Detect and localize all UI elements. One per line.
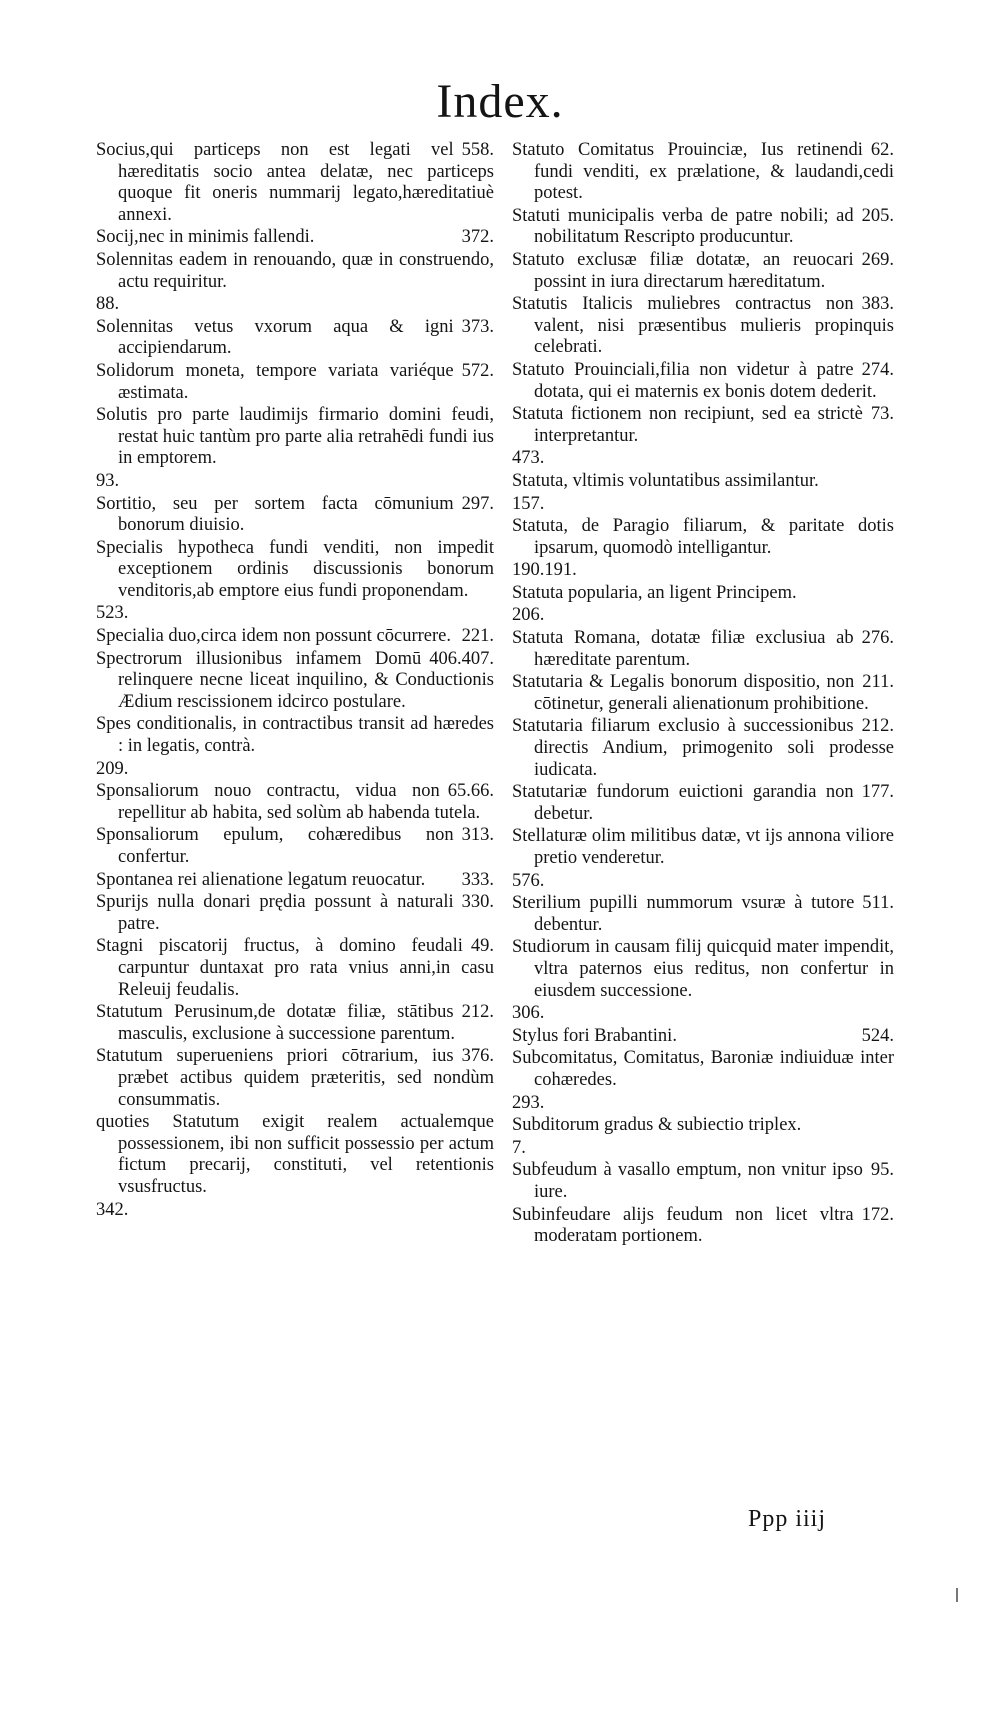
index-entry bbox=[512, 871, 894, 893]
margin-mark bbox=[956, 1588, 958, 1602]
index-entry bbox=[96, 870, 494, 892]
page-reference: 333. bbox=[461, 869, 494, 890]
index-entry bbox=[96, 936, 494, 1001]
entry-text: Subcomitatus, Comitatus, Baroniæ indiuiduæ inter cohæredes. bbox=[512, 1048, 894, 1090]
entry-text: Sponsaliorum nouo contractu, vidua non repellitur ab habita, sed solùm ab habenda tutela. bbox=[96, 781, 481, 823]
index-entry bbox=[96, 405, 494, 470]
entry-text: Sterilium pupilli nummorum vsuræ à tutore debentur. bbox=[512, 893, 855, 935]
entry-text: 209. bbox=[96, 758, 129, 779]
entry-text: Statutariæ fundorum euictioni garandia non debetur. bbox=[512, 782, 854, 824]
entry-text: Stagni piscatorij fructus, à domino feudali carpuntur duntaxat pro rata vnius anni,in casu Releuij feudalis. bbox=[96, 936, 494, 1000]
index-entry bbox=[512, 583, 894, 605]
page-reference: 62. bbox=[870, 140, 894, 160]
index-entry bbox=[96, 626, 494, 648]
page-reference: 221. bbox=[461, 626, 494, 647]
index-entry bbox=[96, 892, 494, 935]
index-entry bbox=[512, 1093, 894, 1115]
page-reference: 212. bbox=[461, 1002, 494, 1023]
index-entry bbox=[96, 649, 494, 714]
page-reference: 572. bbox=[461, 360, 494, 381]
entry-text: 206. bbox=[512, 605, 545, 626]
entry-text: Statuti municipalis verba de patre nobili; ad nobilitatum Rescripto producuntur. bbox=[512, 205, 854, 248]
page-reference: 330. bbox=[461, 892, 494, 913]
right-index-column bbox=[512, 140, 894, 1249]
index-entry bbox=[512, 716, 894, 781]
page-reference: 73. bbox=[870, 404, 894, 425]
index-entry bbox=[512, 206, 894, 249]
page-reference: 373. bbox=[461, 316, 494, 337]
entry-text: 342. bbox=[96, 1199, 129, 1220]
index-entry bbox=[96, 361, 494, 404]
index-entry bbox=[512, 516, 894, 559]
page-reference: 177. bbox=[861, 782, 894, 803]
index-entry bbox=[96, 1046, 494, 1111]
entry-text: Solutis pro parte laudimijs firmario domini feudi, restat huic tantùm pro parte alia retrahēdi fundi ius in emptorem. bbox=[96, 405, 494, 469]
entry-text: Spurijs nulla donari prędia possunt à naturali patre. bbox=[96, 892, 454, 934]
left-index-column bbox=[96, 140, 494, 1222]
entry-text: 93. bbox=[96, 470, 120, 491]
entry-text: 7. bbox=[512, 1137, 526, 1158]
page-reference: 558. bbox=[461, 140, 494, 160]
index-entry bbox=[96, 294, 494, 316]
entry-text: Solennitas eadem in renouando, quæ in construendo, actu requiritur. bbox=[96, 249, 494, 292]
index-entry bbox=[96, 227, 494, 249]
index-entry bbox=[512, 560, 894, 582]
index-entry bbox=[96, 538, 494, 603]
index-entry bbox=[96, 603, 494, 625]
page-reference: 297. bbox=[461, 493, 494, 514]
entry-text: Statuto exclusæ filiæ dotatæ, an reuocari possint in iura directarum hæreditatum. bbox=[512, 249, 854, 292]
entry-text: Spes conditionalis, in contractibus transit ad hæredes : in legatis, contrà. bbox=[96, 714, 494, 757]
entry-text: Spectrorum illusionibus infamem Domū relinquere necne liceat inquilino, & Conductionis Ædium rescissionem idcirco postulare. bbox=[96, 648, 494, 712]
index-entry bbox=[512, 672, 894, 715]
entry-text: Stylus fori Brabantini. bbox=[512, 1025, 677, 1046]
entry-text: Statutaria filiarum exclusio à successionibus directis Andium, primogenito soli prodesse iudicata. bbox=[512, 716, 894, 780]
index-entry bbox=[512, 404, 894, 447]
index-entry bbox=[512, 448, 894, 470]
entry-text: Spontanea rei alienatione legatum reuocatur. bbox=[96, 869, 426, 890]
entry-text: Subinfeudare alijs feudum non licet vltra moderatam portionem. bbox=[512, 1204, 854, 1247]
index-entry bbox=[96, 759, 494, 781]
page-reference: 383. bbox=[861, 294, 894, 315]
page-reference: 211. bbox=[862, 672, 894, 693]
index-entry bbox=[96, 781, 494, 824]
index-entry bbox=[512, 1026, 894, 1048]
index-entry bbox=[512, 826, 894, 869]
entry-text: Sortitio, seu per sortem facta cōmunium bonorum diuisio. bbox=[96, 493, 454, 536]
signature-mark: Ppp iiij bbox=[748, 1506, 827, 1532]
entry-text: Statuto Prouinciali,filia non videtur à patre dotata, qui ei maternis ex bonis dotem dederit. bbox=[512, 359, 877, 402]
index-entry bbox=[512, 294, 894, 359]
index-entry bbox=[512, 605, 894, 627]
index-entry bbox=[512, 937, 894, 1002]
page-title: Index. bbox=[436, 75, 564, 128]
index-entry bbox=[512, 1138, 894, 1160]
entry-text: 157. bbox=[512, 493, 545, 514]
index-entry bbox=[96, 140, 494, 226]
page-reference: 212. bbox=[861, 716, 894, 737]
entry-text: Solidorum moneta, tempore variata variéque æstimata. bbox=[96, 360, 454, 403]
index-entry bbox=[96, 1002, 494, 1045]
entry-text: Studiorum in causam filij quicquid mater impendit, vltra paternos eius reditus, non confertur in eiusdem successione. bbox=[512, 937, 894, 1001]
index-entry bbox=[96, 317, 494, 360]
entry-text: Sponsaliorum epulum, cohæredibus non confertur. bbox=[96, 825, 454, 867]
entry-text: 190.191. bbox=[512, 560, 577, 581]
page-reference: 276. bbox=[861, 628, 894, 649]
page-reference: 274. bbox=[861, 359, 894, 380]
index-entry bbox=[512, 782, 894, 825]
page-reference: 95. bbox=[870, 1160, 894, 1181]
index-entry bbox=[96, 494, 494, 537]
entry-text: 293. bbox=[512, 1092, 545, 1113]
index-entry bbox=[512, 140, 894, 205]
page-reference: 313. bbox=[461, 825, 494, 846]
entry-text: 88. bbox=[96, 294, 120, 315]
index-entry bbox=[96, 1112, 494, 1198]
index-entry bbox=[512, 628, 894, 671]
index-entry bbox=[512, 494, 894, 516]
index-entry bbox=[96, 471, 494, 493]
entry-text: Statutum superueniens priori cōtrarium, ius præbet actibus quidem præteritis, sed nondùm consummatis. bbox=[96, 1046, 494, 1110]
entry-text: 473. bbox=[512, 448, 545, 469]
page-reference: 172. bbox=[861, 1204, 894, 1225]
entry-text: 523. bbox=[96, 603, 129, 624]
entry-text: Statuta, vltimis voluntatibus assimilantur. bbox=[512, 470, 819, 491]
index-entry bbox=[512, 471, 894, 493]
entry-text: Specialis hypotheca fundi venditi, non impedit exceptionem ordinis discussionis bonorum venditoris,ab emptore eius fundi proponendam. bbox=[96, 537, 494, 601]
page-reference: 406.407. bbox=[429, 648, 494, 669]
entry-text: Statuta fictionem non recipiunt, sed ea strictè interpretantur. bbox=[512, 404, 863, 446]
page-reference: 205. bbox=[861, 205, 894, 226]
entry-text: Stellaturæ olim militibus datæ, vt ijs annona viliore pretio venderetur. bbox=[512, 826, 894, 868]
index-entry bbox=[512, 1115, 894, 1137]
page-reference: 269. bbox=[861, 249, 894, 270]
page-reference: 511. bbox=[862, 893, 894, 914]
entry-text: Statuto Comitatus Prouinciæ, Ius retinendi fundi venditi, ex prælatione, & laudandi,cedi potest. bbox=[512, 140, 894, 204]
index-entry bbox=[512, 1003, 894, 1025]
entry-text: 306. bbox=[512, 1003, 545, 1024]
entry-text: Statutum Perusinum,de dotatæ filiæ, stātibus masculis, exclusione à successione parentum. bbox=[96, 1002, 456, 1044]
page-reference: 65.66. bbox=[447, 781, 494, 802]
page-reference: 49. bbox=[470, 936, 494, 957]
entry-text: Specialia duo,circa idem non possunt cōcurrere. bbox=[96, 626, 451, 647]
index-entry bbox=[512, 250, 894, 293]
entry-text: quoties Statutum exigit realem actualemque possessionem, ibi non sufficit possessio per actum fictum precarij, constituti, vel retentionis vsusfructus. bbox=[96, 1112, 494, 1197]
entry-text: Subditorum gradus & subiectio triplex. bbox=[512, 1115, 802, 1136]
entry-text: Statuta Romana, dotatæ filiæ exclusiua ab hæreditate parentum. bbox=[512, 628, 854, 670]
index-entry bbox=[512, 1160, 894, 1203]
index-entry bbox=[96, 250, 494, 293]
index-entry bbox=[512, 1205, 894, 1248]
index-entry bbox=[512, 360, 894, 403]
page-reference: 376. bbox=[461, 1046, 494, 1067]
entry-text: Socij,nec in minimis fallendi. bbox=[96, 227, 315, 248]
index-entry bbox=[96, 825, 494, 868]
entry-text: Subfeudum à vasallo emptum, non vnitur ipso iure. bbox=[512, 1160, 863, 1202]
entry-text: Socius,qui particeps non est legati vel hæreditatis socio antea delatæ, nec particeps quoque fit oneris nummarij legato,hæreditatiuè annexi. bbox=[96, 140, 494, 225]
index-entry bbox=[512, 1048, 894, 1091]
entry-text: Statuta, de Paragio filiarum, & paritate dotis ipsarum, quomodò intelligantur. bbox=[512, 516, 894, 558]
index-entry bbox=[96, 714, 494, 757]
page-reference: 372. bbox=[461, 227, 494, 248]
entry-text: 576. bbox=[512, 870, 545, 891]
entry-text: Solennitas vetus vxorum aqua & igni accipiendarum. bbox=[96, 316, 454, 359]
entry-text: Statuta popularia, an ligent Principem. bbox=[512, 582, 797, 603]
page-reference: 524. bbox=[861, 1025, 894, 1046]
entry-text: Statutaria & Legalis bonorum dispositio, non cōtinetur, generali alienationum prohibitione. bbox=[512, 672, 869, 714]
index-entry bbox=[96, 1200, 494, 1222]
entry-text: Statutis Italicis muliebres contractus non valent, nisi præsentibus mulieris propinquis celebrati. bbox=[512, 294, 894, 358]
index-entry bbox=[512, 893, 894, 936]
